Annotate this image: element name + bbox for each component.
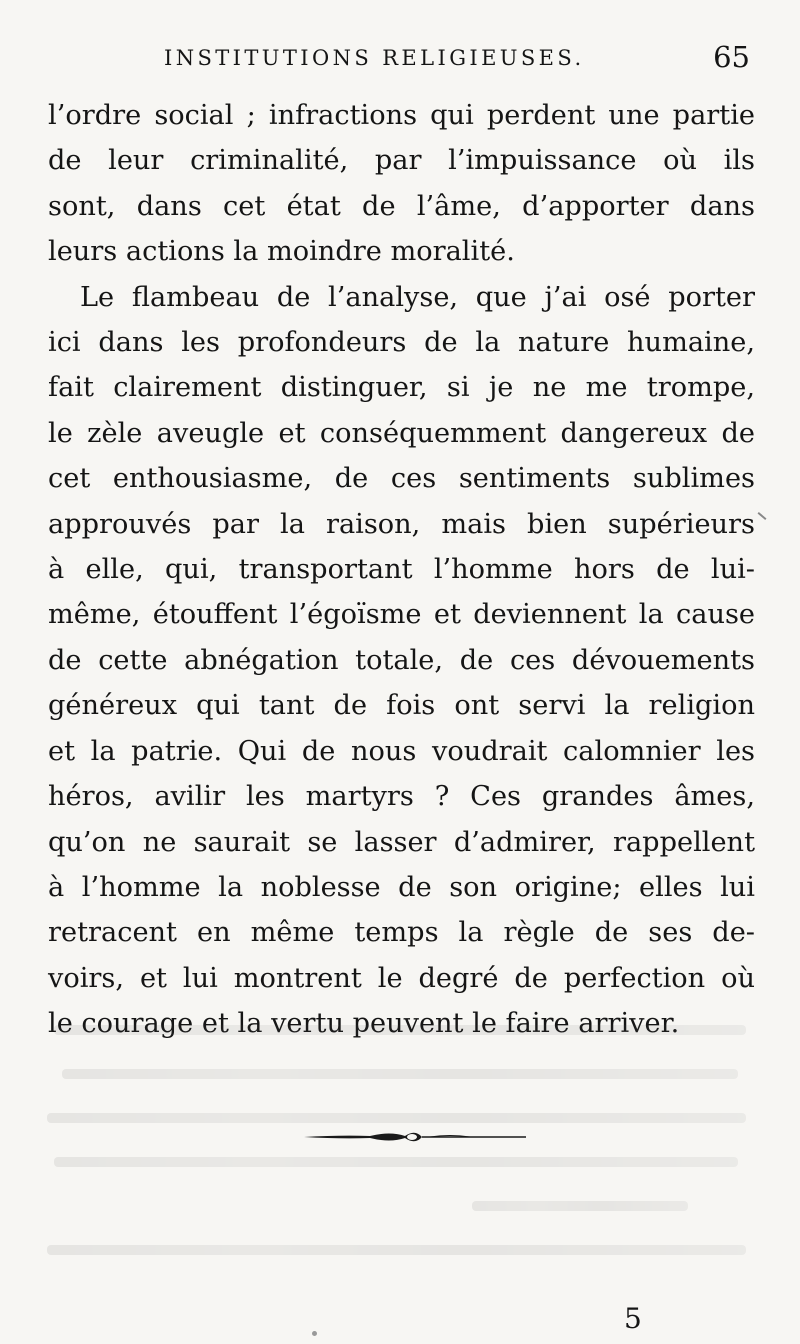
paragraph-continuation — [48, 93, 755, 275]
text-line: sont, dans cet état de l’âme, d’apporter dans — [48, 190, 755, 222]
text-line: qu’on ne saurait se lasser d’admirer, rappellent — [48, 826, 755, 858]
text-line: le courage et la vertu peuvent le faire arriver. — [48, 1008, 680, 1040]
margin-mark — [758, 512, 767, 520]
page-header — [164, 40, 764, 80]
text-line: et la patrie. Qui de nous voudrait calomnier les — [48, 735, 755, 767]
signature-mark: 5 — [624, 1302, 642, 1335]
text-line: voirs, et lui montrent le degré de perfection où — [48, 962, 755, 994]
text-line: fait clairement distinguer, si je ne me trompe, — [48, 372, 755, 404]
text-line: héros, avilir les martyrs ? Ces grandes âmes, — [48, 781, 755, 813]
show-through-text — [40, 1025, 760, 1295]
text-line: cet enthousiasme, de ces sentiments sublimes — [48, 463, 755, 495]
paper-speck — [312, 1331, 317, 1336]
paragraph-analyse — [48, 275, 755, 1047]
text-line: l’ordre social ; infractions qui perdent une partie — [48, 100, 755, 131]
running-title: INSTITUTIONS RELIGIEUSES. — [164, 46, 585, 70]
tail-ornament — [300, 1125, 530, 1149]
text-line: généreux qui tant de fois ont servi la religion — [48, 690, 755, 722]
body-text — [48, 93, 755, 1047]
text-line: même, étouffent l’égoïsme et deviennent la cause — [48, 599, 755, 631]
text-line: leurs actions la moindre moralité. — [48, 236, 515, 268]
text-line: le zèle aveugle et conséquemment dangereux de — [48, 417, 755, 449]
text-line: Le flambeau de l’analyse, que j’ai osé porter — [80, 281, 755, 313]
text-line: à elle, qui, transportant l’homme hors de lui- — [48, 554, 755, 586]
page-number: 65 — [713, 40, 750, 74]
text-line: de leur criminalité, par l’impuissance où ils — [48, 145, 755, 177]
text-line: à l’homme la noblesse de son origine; elles lui — [48, 871, 755, 903]
text-line: de cette abnégation totale, de ces dévouements — [48, 644, 755, 676]
text-line: retracent en même temps la règle de ses de- — [48, 917, 755, 949]
text-line: ici dans les profondeurs de la nature humaine, — [48, 327, 755, 359]
text-line: approuvés par la raison, mais bien supérieurs — [48, 508, 755, 540]
